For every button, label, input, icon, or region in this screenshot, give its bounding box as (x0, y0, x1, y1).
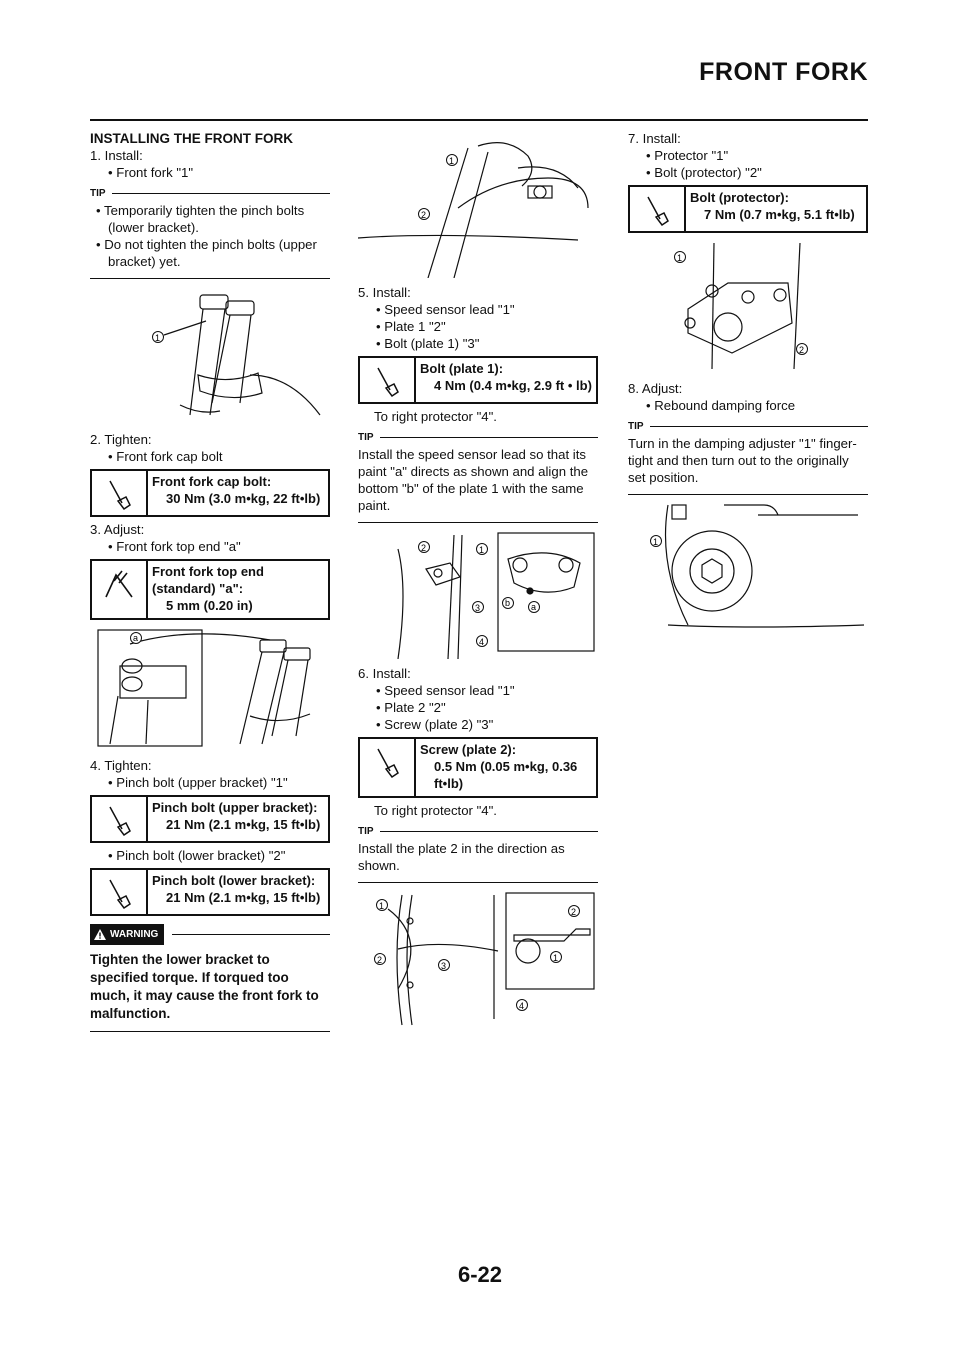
spec-value: 21 Nm (2.1 m•kg, 15 ft•lb) (166, 817, 321, 832)
step-5: 5. Install: (358, 285, 411, 300)
figure-front-fork-install (90, 285, 330, 425)
tip-label: TIP (358, 826, 374, 837)
step-5-bullet-3: • Bolt (plate 1) "3" (376, 336, 480, 351)
step-7-bullet-2: • Bolt (protector) "2" (646, 165, 762, 180)
callout-1-label: 1 (653, 537, 659, 547)
tip-label: TIP (358, 432, 374, 443)
spec-screw-plate-2 (358, 737, 598, 798)
step-6-bullet-2: • Plate 2 "2" (376, 700, 446, 715)
figure-speed-sensor-route (358, 138, 598, 278)
figure-damping-adjuster (628, 501, 868, 631)
tip-box-5 (358, 429, 598, 523)
tip-box-8 (628, 418, 868, 495)
spec-value: 4 Nm (0.4 m•kg, 2.9 ft • lb) (434, 378, 592, 393)
warning-badge (90, 924, 164, 945)
column-3 (628, 130, 868, 637)
step-8-bullet-1: • Rebound damping force (646, 398, 796, 413)
tip-box-6 (358, 823, 598, 883)
figure-protector (628, 239, 868, 374)
spec-value: 0.5 Nm (0.05 m•kg, 0.36 ft•lb) (434, 759, 578, 791)
callout-1-label: 1 (155, 333, 161, 343)
column-1 (90, 130, 330, 1032)
wrench-torque-icon (104, 477, 134, 515)
step-6-bullet-1: • Speed sensor lead "1" (376, 683, 515, 698)
callout-2-label: 2 (571, 907, 577, 917)
spec-title: Bolt (protector): (690, 190, 789, 205)
tip-text: Install the speed sensor lead so that its paint "a" directs as shown and align the bottom "b" of the plate 1 with the same paint. (358, 447, 589, 513)
step-4-bullet-1: • Pinch bolt (upper bracket) "1" (108, 775, 288, 790)
step-2-bullet: • Front fork cap bolt (108, 449, 223, 464)
warning-box (90, 924, 330, 1032)
callout-2-label: 2 (799, 345, 805, 355)
tip-text: Turn in the damping adjuster "1" finger-tight and then turn out to the originally set position. (628, 436, 857, 485)
spec-value: 7 Nm (0.7 m•kg, 5.1 ft•lb) (704, 207, 855, 222)
page-title: FRONT FORK (699, 58, 868, 86)
spec-title: Bolt (plate 1): (420, 361, 504, 376)
spec-title: Pinch bolt (lower bracket): (152, 873, 316, 888)
callout-b-label: b (505, 598, 511, 608)
step-3: 3. Adjust: (90, 522, 145, 537)
warning-text: Tighten the lower bracket to specified torque. If torqued too much, it may cause the front fork to malfunction. (90, 952, 319, 1021)
wrench-torque-icon (104, 803, 134, 841)
warning-label: WARNING (110, 929, 159, 940)
step-4: 4. Tighten: (90, 758, 152, 773)
spec-value: 30 Nm (3.0 m•kg, 22 ft•lb) (166, 491, 321, 506)
page-number: 6-22 (457, 1262, 503, 1287)
callout-3-label: 3 (475, 603, 481, 613)
callout-1-label: 1 (553, 953, 559, 963)
tip-text: Install the plate 2 in the direction as shown. (358, 841, 565, 873)
tip-bullet: • Temporarily tighten the pinch bolts (lower bracket). (96, 203, 305, 235)
spec-fork-top-end (90, 559, 330, 620)
callout-4-label: 4 (519, 1001, 525, 1011)
step-5-note: To right protector "4". (374, 409, 497, 424)
spec-value: 5 mm (0.20 in) (166, 598, 253, 613)
spec-fork-cap-bolt (90, 469, 330, 517)
step-6: 6. Install: (358, 666, 411, 681)
step-8: 8. Adjust: (628, 381, 683, 396)
callout-1-label: 1 (479, 545, 485, 555)
step-1-bullet: • Front fork "1" (108, 165, 194, 180)
step-2: 2. Tighten: (90, 432, 152, 447)
spec-bolt-protector (628, 185, 868, 233)
callout-3-label: 3 (441, 961, 447, 971)
spec-title: Screw (plate 2): (420, 742, 517, 757)
callout-2-label: 2 (377, 955, 383, 965)
step-1: 1. Install: (90, 148, 143, 163)
wrench-torque-icon (104, 876, 134, 914)
tip-box-1 (90, 185, 330, 279)
step-5-bullet-2: • Plate 1 "2" (376, 319, 446, 334)
step-5-bullet-1: • Speed sensor lead "1" (376, 302, 515, 317)
spec-pinch-bolt-lower (90, 868, 330, 916)
callout-a-label: a (531, 602, 537, 612)
wrench-torque-icon (372, 745, 402, 783)
step-6-bullet-3: • Screw (plate 2) "3" (376, 717, 494, 732)
callout-2-label: 2 (421, 543, 427, 553)
step-7: 7. Install: (628, 131, 681, 146)
wrench-torque-icon (642, 193, 672, 231)
tip-label: TIP (628, 421, 644, 432)
spec-value: 21 Nm (2.1 m•kg, 15 ft•lb) (166, 890, 321, 905)
callout-1-label: 1 (677, 253, 683, 263)
spec-bolt-plate-1 (358, 356, 598, 404)
caliper-icon (102, 567, 136, 603)
step-4-bullet-2: • Pinch bolt (lower bracket) "2" (108, 848, 286, 863)
figure-plate-2 (358, 889, 598, 1029)
section-title: INSTALLING THE FRONT FORK (90, 131, 293, 146)
header-rule (90, 119, 868, 121)
step-3-bullet: • Front fork top end "a" (108, 539, 241, 554)
step-7-bullet-1: • Protector "1" (646, 148, 729, 163)
figure-fork-top-end (90, 626, 330, 751)
spec-title: Front fork cap bolt: (152, 474, 272, 489)
tip-label: TIP (90, 188, 106, 199)
warning-triangle-icon (94, 929, 106, 940)
tip-bullet: • Do not tighten the pinch bolts (upper bracket) yet. (96, 237, 317, 269)
figure-plate-1 (358, 529, 598, 659)
callout-a-label: a (133, 633, 139, 643)
spec-title: Front fork top end (standard) "a": (152, 564, 264, 596)
spec-title: Pinch bolt (upper bracket): (152, 800, 318, 815)
callout-4-label: 4 (479, 637, 485, 647)
wrench-torque-icon (372, 364, 402, 402)
step-6-note: To right protector "4". (374, 803, 497, 818)
spec-pinch-bolt-upper (90, 795, 330, 843)
column-2 (358, 130, 598, 1035)
callout-1-label: 1 (379, 901, 385, 911)
callout-2-label: 2 (421, 210, 427, 220)
callout-1-label: 1 (449, 156, 455, 166)
